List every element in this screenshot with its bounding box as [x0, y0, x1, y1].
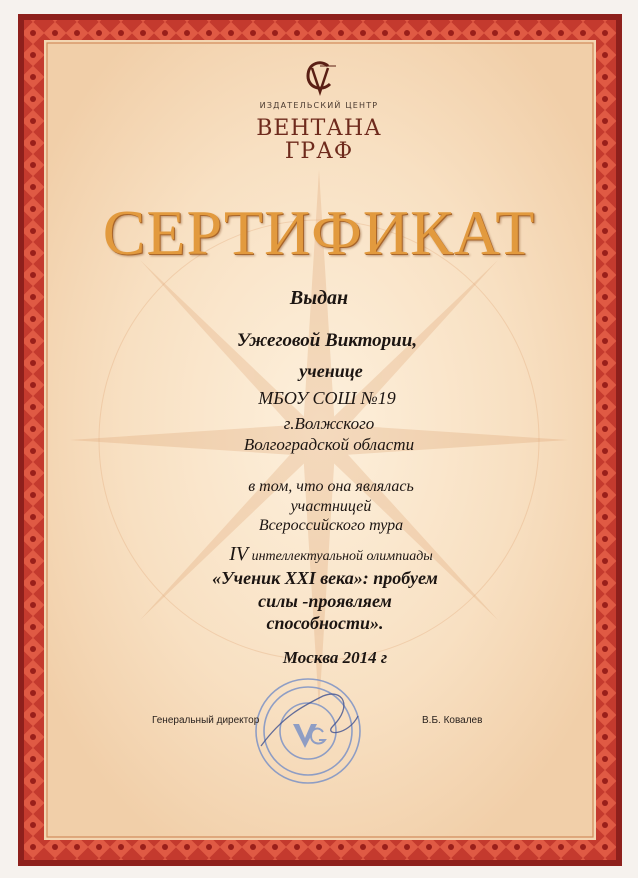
olympiad-title-line-3: способности». — [266, 613, 384, 633]
school-name: МБОУ СОШ №19 — [258, 388, 396, 408]
place-and-year: Москва 2014 г — [282, 648, 388, 667]
recipient-name: Ужеговой Виктории, — [236, 330, 418, 351]
certificate-title: СЕРТИФИКАТ — [102, 197, 536, 268]
issued-label: Выдан — [289, 287, 349, 309]
publisher-caption: ИЗДАТЕЛЬСКИЙ ЦЕНТР — [259, 101, 379, 110]
statement-line-1: в том, что она являлась — [248, 478, 414, 495]
olympiad-line — [12, 543, 638, 566]
vg-monogram-icon — [300, 58, 340, 98]
olympiad-title-line-1: «Ученик XXI века»: пробуем — [212, 568, 438, 588]
olympiad-text: интеллектуальной олимпиады — [248, 549, 433, 564]
olympiad-title-line-2: силы -проявляем — [258, 591, 392, 611]
olympiad-numeral: IV — [229, 543, 249, 565]
publisher-name-line1: ВЕНТАНА — [256, 116, 382, 141]
director-title: Генеральный директор — [152, 715, 260, 726]
city-name: г.Волжского — [283, 414, 375, 433]
recipient-role: ученице — [299, 361, 363, 381]
publisher-name-line2: ГРАФ — [284, 139, 354, 164]
publisher-logo — [0, 0, 638, 180]
director-name: В.Б. Ковалев — [422, 715, 483, 726]
statement-line-3: Всероссийского тура — [258, 517, 404, 534]
official-stamp — [253, 676, 363, 786]
statement-line-2: участницей — [290, 498, 372, 515]
region-name: Волгоградской области — [243, 435, 415, 454]
